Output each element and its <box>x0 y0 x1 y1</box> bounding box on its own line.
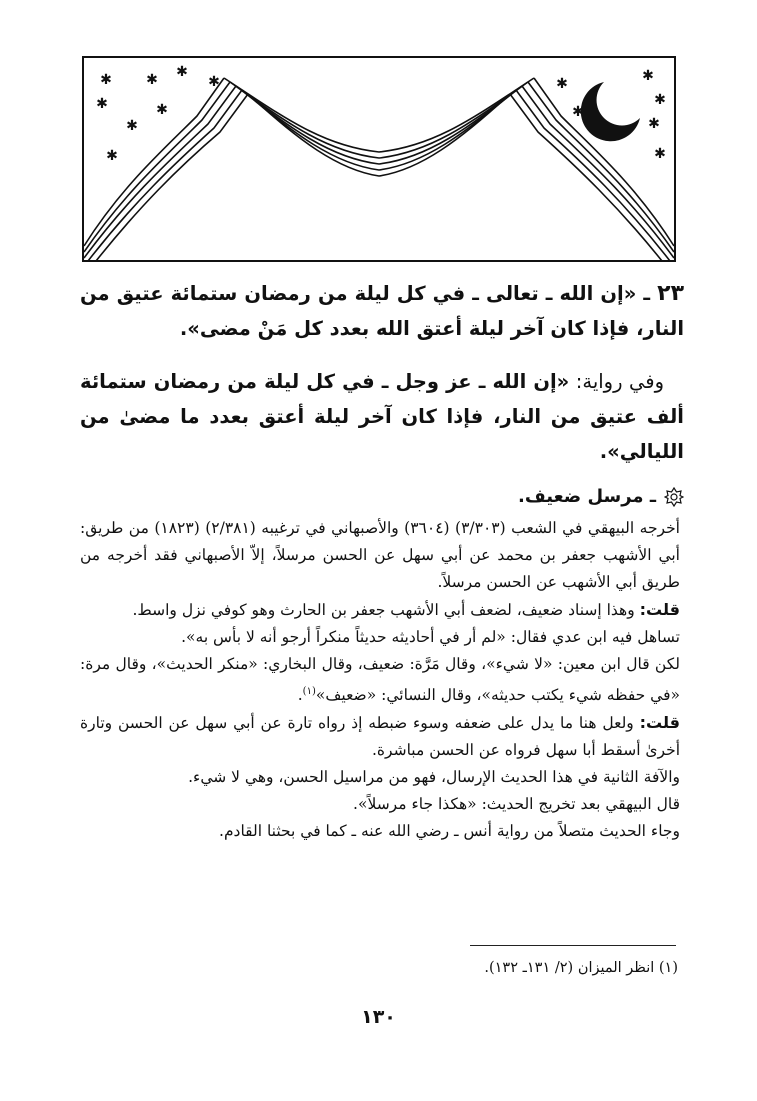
svg-text:✱: ✱ <box>572 104 584 120</box>
hadith-number: ٢٣ <box>657 281 684 306</box>
p4-end: . <box>297 686 303 705</box>
takhrij-paragraph-4 <box>80 651 680 709</box>
hadith-variant <box>80 364 684 469</box>
svg-text:✱: ✱ <box>126 118 138 134</box>
hadith-grade <box>80 482 684 512</box>
hadith-text <box>80 276 684 346</box>
svg-text:✱: ✱ <box>556 76 568 92</box>
p4-text: لكن قال ابن معين: «لا شيء»، وقال مَرَّة: ضعيف، وقال البخاري: «منكر الحديث»، وقال مرة: «في حفظه شيء يكتب حديثه»، وقال النسائي: «ضعيف» <box>80 655 680 705</box>
svg-text:✱: ✱ <box>654 146 666 162</box>
footnote: (١) انظر الميزان (٢/ ١٣١ـ ١٣٢). <box>484 960 678 976</box>
variant-text: «إن الله ـ عز وجل ـ في كل ليلة من رمضان ستمائة ألف عتيق من النار، فإذا كان آخر ليلة أعتق بعدد ما مضىٰ من الليالي». <box>80 370 684 463</box>
ornament-icon <box>664 487 684 507</box>
ramadan-night-header-illustration <box>82 56 676 262</box>
takhrij-paragraph-3: تساهل فيه ابن عدي فقال: «لم أر في أحاديثه حديثاً منكراً أرجو أنه لا بأس به». <box>181 628 680 646</box>
svg-text:✱: ✱ <box>96 96 108 112</box>
qult-text-1: وهذا إسناد ضعيف، لضعف أبي الأشهب جعفر بن الحارث وهو كوفي نزل واسط. <box>132 601 640 619</box>
qult-paragraph-2 <box>80 709 680 764</box>
qult-label-1: قلت: <box>639 600 680 619</box>
takhrij-paragraph-6: والآفة الثانية في هذا الحديث الإرسال، فهو من مراسيل الحسن، وهي لا شيء. <box>188 768 680 787</box>
qult-label-2: قلت: <box>639 713 680 733</box>
svg-text:✱: ✱ <box>176 64 188 80</box>
svg-text:✱: ✱ <box>208 74 220 90</box>
svg-text:✱: ✱ <box>100 72 112 88</box>
footnote-ref: (١) <box>302 686 316 697</box>
svg-text:✱: ✱ <box>642 68 654 84</box>
grade-label: ـ مرسل ضعيف. <box>518 486 656 507</box>
takhrij-paragraph-1: أخرجه البيهقي في الشعب (٣/٣٠٣) (٣٦٠٤) والأصبهاني في ترغيبه (٢/٣٨١) (١٨٢٣) من طريق: أبي الأشهب جعفر بن محمد عن أبي سهل عن الحسن مرسلاً، إلاّ الأصبهاني فقد أخرجه من طريق أبي الأشهب عن الحسن مرسلاً. <box>80 519 680 591</box>
variant-intro: وفي رواية: <box>569 370 664 393</box>
takhrij-paragraph-8: وجاء الحديث متصلاً من رواية أنس ـ رضي الله عنه ـ كما في بحثنا القادم. <box>219 822 680 841</box>
svg-text:✱: ✱ <box>106 148 118 164</box>
page-number: ١٣٠ <box>361 1006 396 1028</box>
svg-text:✱: ✱ <box>654 92 666 108</box>
svg-text:✱: ✱ <box>156 102 168 118</box>
hadith-body: ـ «إن الله ـ تعالى ـ في كل ليلة من رمضان ستمائة عتيق من النار، فإذا كان آخر ليلة أعتق الله بعدد كل مَنْ مضى». <box>80 282 684 340</box>
takhrij-paragraph-7: قال البيهقي بعد تخريج الحديث: «هكذا جاء مرسلاً». <box>353 795 680 814</box>
takhrij-body <box>80 515 680 845</box>
svg-text:✱: ✱ <box>648 116 660 132</box>
qult-text-2: ولعل هنا ما يدل على ضعفه وسوء ضبطه إذ رواه تارة عن أبي سهل عن الحسن وتارة أخرىٰ أسقط أبا سهل فرواه عن الحسن مباشرة. <box>80 714 680 760</box>
footnote-divider <box>470 945 676 946</box>
qult-paragraph-1 <box>80 596 680 624</box>
svg-text:✱: ✱ <box>146 72 158 88</box>
